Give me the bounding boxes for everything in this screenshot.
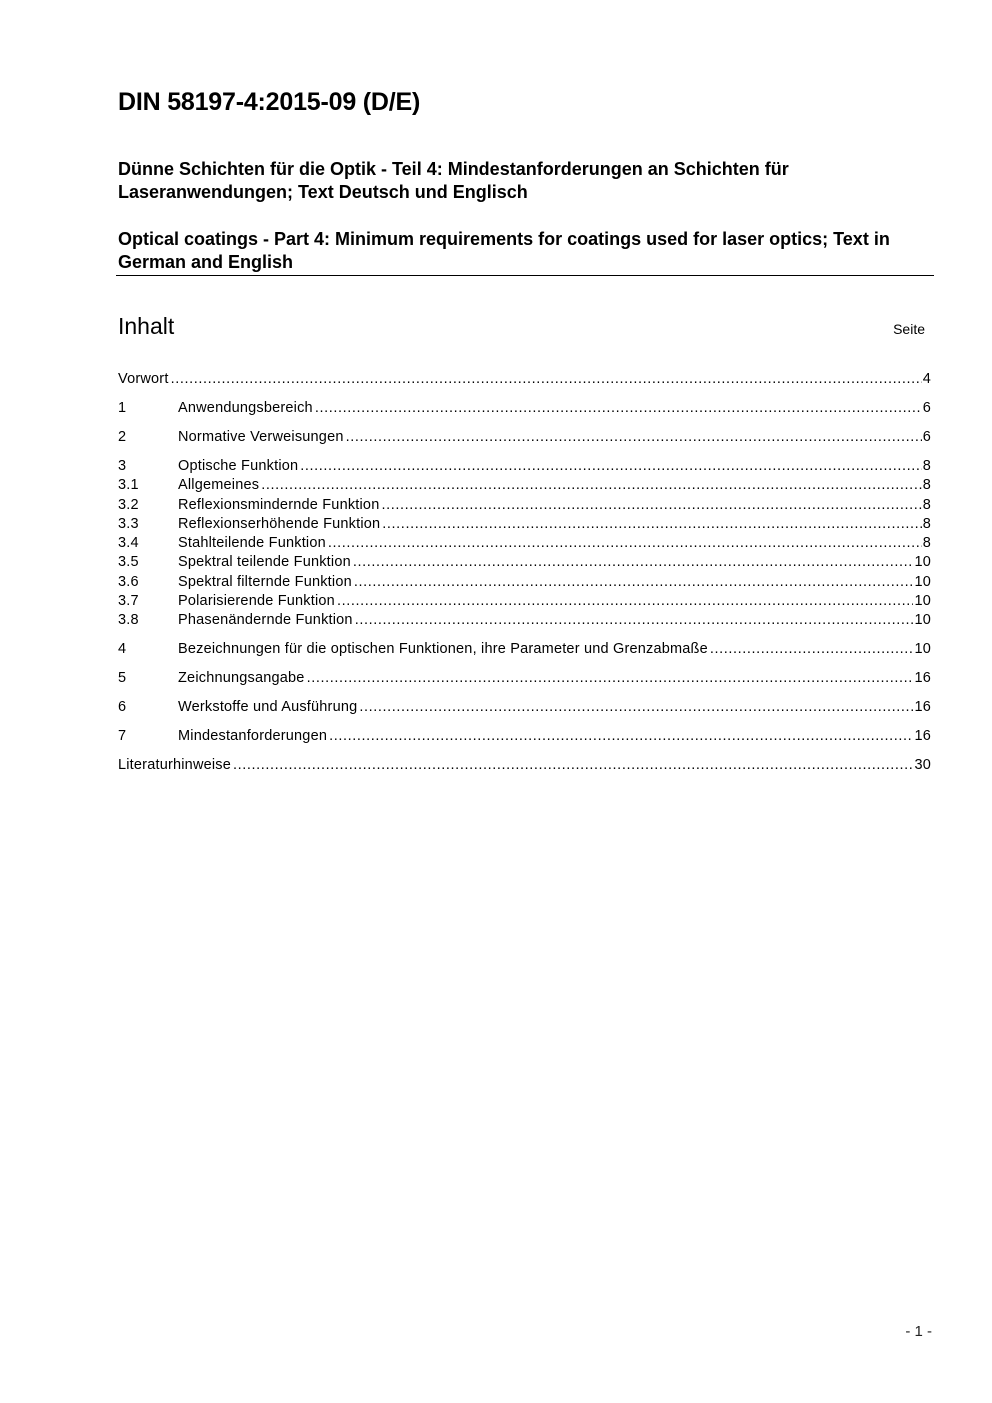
toc-entry-number: 4 — [118, 641, 127, 658]
toc-entry-title: Spektral filternde Funktion — [178, 573, 352, 590]
toc-entry-4[interactable] — [118, 640, 931, 659]
toc-entry-number: 2 — [118, 428, 127, 445]
toc-entry-1[interactable] — [118, 399, 931, 418]
table-of-contents — [118, 370, 931, 776]
toc-entry-number: 3.4 — [118, 535, 139, 552]
toc-leader — [381, 496, 921, 515]
toc-entry-title: Zeichnungsangabe — [178, 670, 305, 687]
toc-entry-3-7[interactable] — [118, 592, 931, 611]
toc-entry-title: Stahlteilende Funktion — [178, 535, 326, 552]
toc-leader — [315, 399, 922, 418]
toc-leader — [359, 698, 913, 717]
toc-entry-page: 16 — [914, 670, 931, 687]
toc-entry-3-6[interactable] — [118, 573, 931, 592]
toc-entry-page: 10 — [914, 641, 931, 658]
toc-leader — [346, 428, 922, 447]
toc-entry-page: 4 — [922, 371, 931, 387]
title-english: Optical coatings - Part 4: Minimum requirements for coatings used for laser optics; Text in German and English — [118, 229, 890, 272]
toc-entry-6[interactable] — [118, 698, 931, 717]
toc-entry-title: Literaturhinweise — [118, 757, 232, 774]
toc-entry-title: Reflexionserhöhende Funktion — [178, 515, 381, 532]
toc-entry-3-1[interactable] — [118, 476, 931, 495]
toc-leader — [329, 727, 913, 746]
toc-leader — [171, 370, 922, 389]
toc-entry-title: Mindestanforderungen — [178, 728, 328, 745]
toc-entry-page: 8 — [922, 535, 931, 552]
toc-entry-literaturhinweise[interactable] — [118, 756, 931, 775]
toc-entry-number: 3.7 — [118, 593, 139, 610]
toc-entry-number: 3.3 — [118, 515, 139, 532]
toc-entry-number: 3.1 — [118, 477, 139, 494]
toc-entry-page: 16 — [914, 728, 931, 745]
toc-entry-title: Vorwort — [118, 371, 169, 387]
toc-leader — [354, 573, 914, 592]
toc-leader — [300, 457, 921, 476]
toc-entry-page: 10 — [914, 593, 931, 610]
toc-entry-number: 3.5 — [118, 554, 139, 571]
toc-entry-2[interactable] — [118, 428, 931, 447]
toc-entry-3-3[interactable] — [118, 515, 931, 534]
page-number: - 1 - — [905, 1323, 932, 1340]
toc-leader — [307, 669, 914, 688]
toc-entry-vorwort[interactable] — [118, 370, 931, 389]
toc-heading: Inhalt — [118, 313, 175, 339]
toc-entry-number: 7 — [118, 728, 127, 745]
toc-entry-title: Normative Verweisungen — [178, 428, 344, 445]
toc-leader — [353, 553, 914, 572]
toc-entry-title: Werkstoffe und Ausführung — [178, 699, 358, 716]
toc-entry-3-2[interactable] — [118, 496, 931, 515]
toc-entry-page: 8 — [922, 477, 931, 494]
toc-entry-number: 3.6 — [118, 573, 139, 590]
toc-entry-title: Optische Funktion — [178, 457, 299, 474]
toc-entry-page: 30 — [914, 757, 931, 774]
toc-entry-title: Bezeichnungen für die optischen Funktionen, ihre Parameter und Grenzabmaße — [178, 641, 708, 658]
toc-page-label: Seite — [893, 321, 925, 337]
title-german: Dünne Schichten für die Optik - Teil 4: Mindestanforderungen an Schichten für Laseranwendungen; Text Deutsch und Englisch — [118, 159, 789, 202]
toc-entry-page: 8 — [922, 496, 931, 513]
toc-entry-title: Spektral teilende Funktion — [178, 554, 351, 571]
toc-entry-page: 8 — [922, 515, 931, 532]
toc-entry-number: 5 — [118, 670, 127, 687]
toc-entry-5[interactable] — [118, 669, 931, 688]
toc-entry-page: 10 — [914, 612, 931, 629]
document-id: DIN 58197-4:2015-09 (D/E) — [118, 88, 421, 116]
toc-entry-page: 10 — [914, 554, 931, 571]
toc-entry-number: 6 — [118, 699, 127, 716]
toc-entry-page: 10 — [914, 573, 931, 590]
toc-leader — [382, 515, 921, 534]
title-divider — [116, 275, 934, 276]
toc-entry-number: 1 — [118, 399, 127, 416]
toc-leader — [355, 611, 914, 630]
toc-entry-page: 6 — [922, 399, 931, 416]
toc-leader — [261, 476, 922, 495]
toc-entry-3[interactable] — [118, 457, 931, 476]
toc-entry-page: 16 — [914, 699, 931, 716]
toc-entry-title: Polarisierende Funktion — [178, 593, 335, 610]
toc-entry-page: 6 — [922, 428, 931, 445]
toc-entry-3-4[interactable] — [118, 534, 931, 553]
toc-entry-7[interactable] — [118, 727, 931, 746]
toc-entry-number: 3 — [118, 457, 127, 474]
toc-leader — [233, 756, 913, 775]
toc-leader — [710, 640, 914, 659]
toc-entry-title: Reflexionsmindernde Funktion — [178, 496, 380, 513]
toc-leader — [328, 534, 922, 553]
toc-entry-3-8[interactable] — [118, 611, 931, 630]
toc-entry-number: 3.8 — [118, 612, 139, 629]
toc-entry-title: Allgemeines — [178, 477, 260, 494]
toc-entry-page: 8 — [922, 457, 931, 474]
toc-leader — [337, 592, 914, 611]
toc-entry-title: Phasenändernde Funktion — [178, 612, 353, 629]
toc-entry-3-5[interactable] — [118, 553, 931, 572]
toc-entry-title: Anwendungsbereich — [178, 399, 313, 416]
toc-entry-number: 3.2 — [118, 496, 139, 513]
